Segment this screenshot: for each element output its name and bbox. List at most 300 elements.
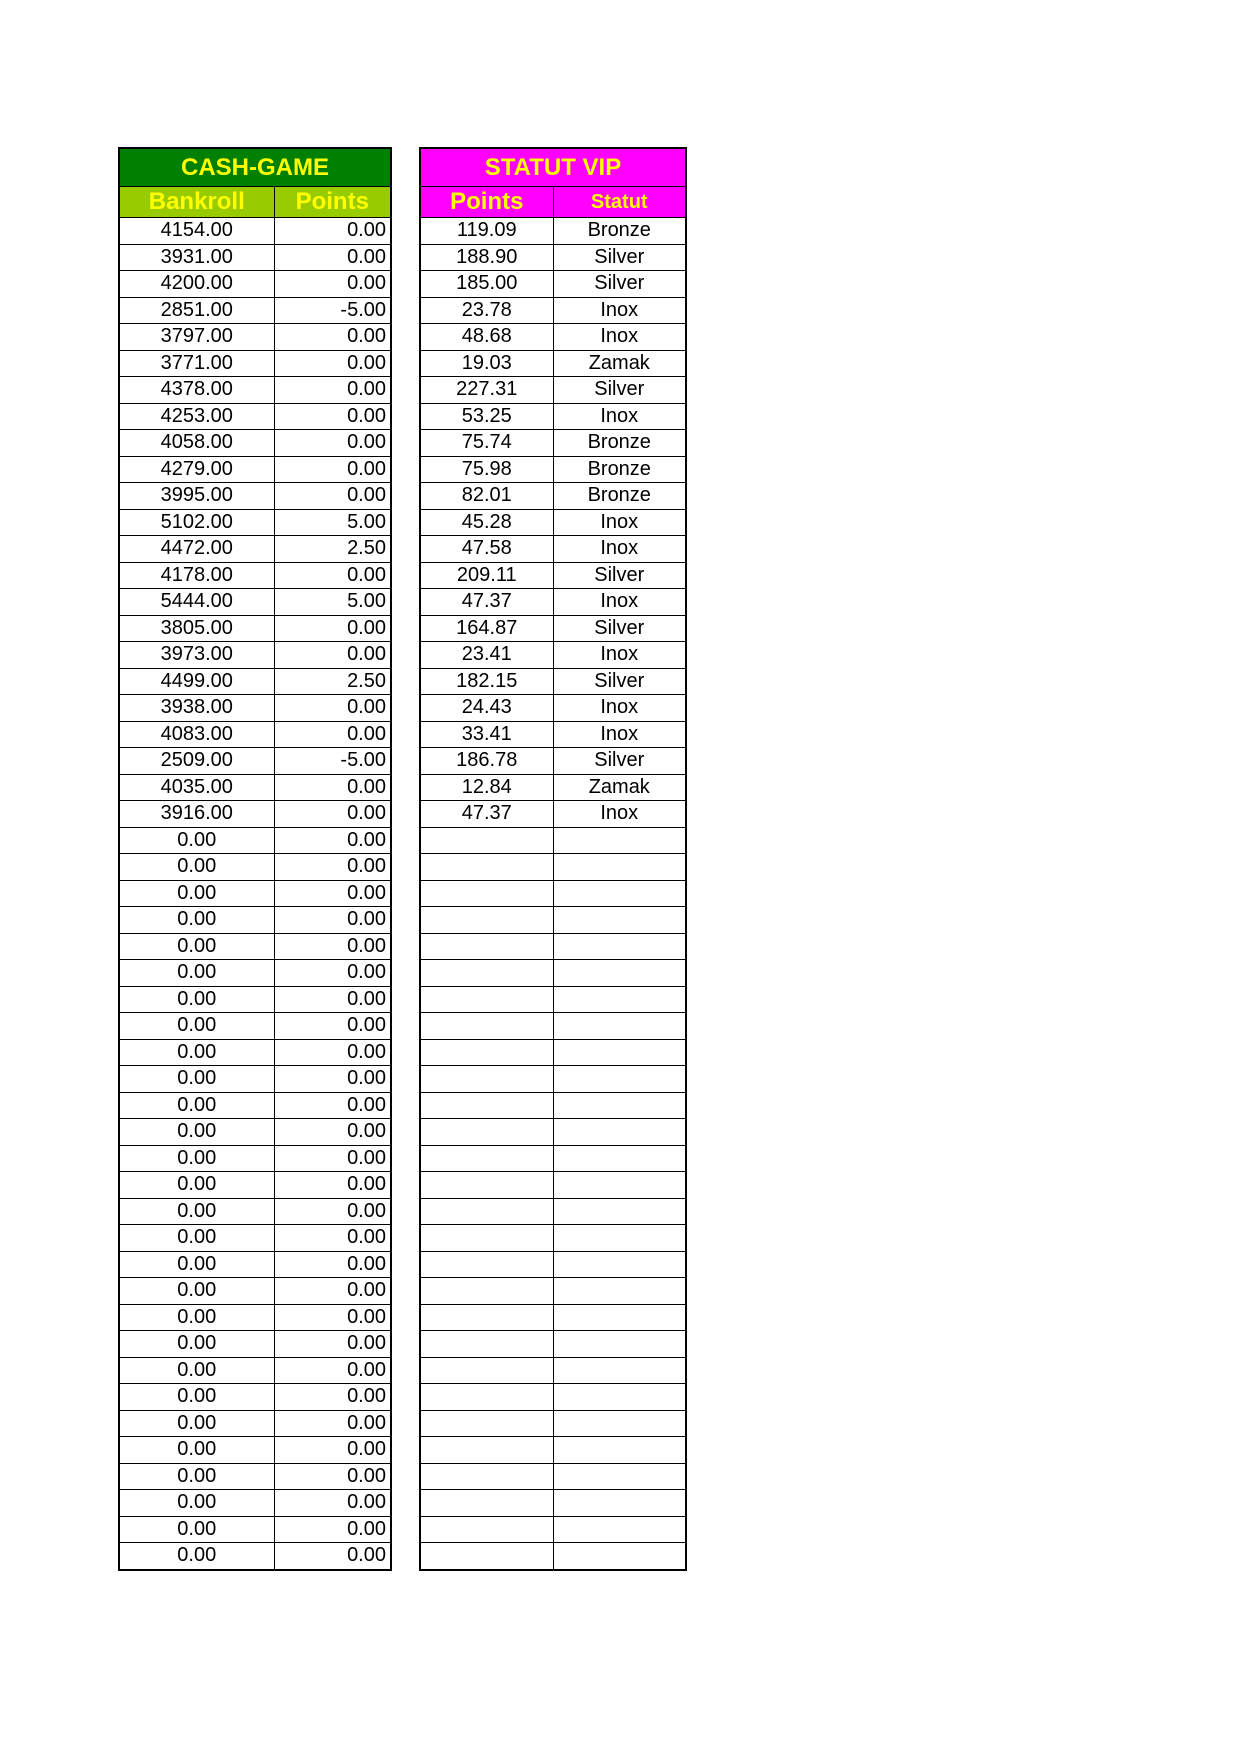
table-row [119, 1198, 391, 1225]
table-row [420, 1039, 686, 1066]
table-row [420, 642, 686, 669]
bankroll-cell: 4154.00 [119, 218, 274, 245]
bankroll-cell: 0.00 [119, 1410, 274, 1437]
bankroll-cell: 3797.00 [119, 324, 274, 351]
table-row [119, 907, 391, 934]
table-row [420, 1490, 686, 1517]
table-row [119, 1516, 391, 1543]
table-row [119, 880, 391, 907]
cash-points-cell: 0.00 [274, 1119, 391, 1146]
statut-cell: Silver [553, 748, 686, 775]
vip-points-cell: 48.68 [420, 324, 553, 351]
vip-points-cell [420, 1066, 553, 1093]
vip-points-cell [420, 1225, 553, 1252]
table-row [420, 1225, 686, 1252]
bankroll-cell: 0.00 [119, 1198, 274, 1225]
bankroll-cell: 0.00 [119, 1463, 274, 1490]
statut-cell [553, 1463, 686, 1490]
bankroll-cell: 0.00 [119, 1543, 274, 1570]
cash-points-cell: 0.00 [274, 1251, 391, 1278]
statut-cell: Inox [553, 509, 686, 536]
bankroll-cell: 0.00 [119, 1490, 274, 1517]
cash-points-cell: 0.00 [274, 1225, 391, 1252]
cash-points-cell: 0.00 [274, 1357, 391, 1384]
statut-cell [553, 854, 686, 881]
cash-points-cell: 0.00 [274, 1066, 391, 1093]
bankroll-cell: 4058.00 [119, 430, 274, 457]
statut-cell [553, 1066, 686, 1093]
table-row [119, 244, 391, 271]
table-row [119, 218, 391, 245]
statut-cell: Silver [553, 562, 686, 589]
table-row [420, 695, 686, 722]
statut-header: Statut [553, 187, 686, 218]
cash-points-cell: 0.00 [274, 827, 391, 854]
table-row [420, 1278, 686, 1305]
cash-points-cell: 0.00 [274, 1463, 391, 1490]
statut-cell: Silver [553, 271, 686, 298]
table-row [420, 1516, 686, 1543]
vip-points-cell [420, 1039, 553, 1066]
statut-vip-title: STATUT VIP [420, 148, 686, 187]
statut-cell: Inox [553, 721, 686, 748]
cash-points-cell: 0.00 [274, 562, 391, 589]
statut-cell: Bronze [553, 430, 686, 457]
vip-points-cell: 24.43 [420, 695, 553, 722]
vip-points-cell: 164.87 [420, 615, 553, 642]
table-row [420, 244, 686, 271]
table-row [119, 1357, 391, 1384]
table-row [420, 509, 686, 536]
vip-points-cell: 47.58 [420, 536, 553, 563]
bankroll-cell: 0.00 [119, 986, 274, 1013]
cash-points-cell: 0.00 [274, 1013, 391, 1040]
bankroll-header: Bankroll [119, 187, 274, 218]
statut-cell [553, 1251, 686, 1278]
vip-points-cell [420, 1516, 553, 1543]
table-row [420, 1463, 686, 1490]
cash-points-cell: 0.00 [274, 403, 391, 430]
table-row [119, 668, 391, 695]
cash-points-cell: 0.00 [274, 801, 391, 828]
table-row [420, 1172, 686, 1199]
bankroll-cell: 3916.00 [119, 801, 274, 828]
table-row [420, 536, 686, 563]
vip-points-cell [420, 827, 553, 854]
bankroll-cell: 4279.00 [119, 456, 274, 483]
table-row [119, 960, 391, 987]
vip-points-cell [420, 1251, 553, 1278]
vip-points-cell [420, 1145, 553, 1172]
table-row [119, 297, 391, 324]
statut-cell [553, 1145, 686, 1172]
bankroll-cell: 3931.00 [119, 244, 274, 271]
statut-cell [553, 1172, 686, 1199]
statut-cell [553, 1278, 686, 1305]
table-row [420, 1410, 686, 1437]
bankroll-cell: 0.00 [119, 1357, 274, 1384]
table-row [119, 1384, 391, 1411]
vip-points-cell: 82.01 [420, 483, 553, 510]
vip-points-cell [420, 1357, 553, 1384]
vip-points-cell [420, 907, 553, 934]
cash-points-cell: 0.00 [274, 1331, 391, 1358]
bankroll-cell: 4472.00 [119, 536, 274, 563]
table-row [119, 774, 391, 801]
vip-points-cell: 209.11 [420, 562, 553, 589]
bankroll-cell: 3771.00 [119, 350, 274, 377]
cash-points-cell: 0.00 [274, 1304, 391, 1331]
bankroll-cell: 0.00 [119, 1384, 274, 1411]
cash-points-cell: 5.00 [274, 589, 391, 616]
table-row [420, 721, 686, 748]
bankroll-cell: 0.00 [119, 1145, 274, 1172]
vip-points-cell [420, 1092, 553, 1119]
table-row [119, 1331, 391, 1358]
bankroll-cell: 4253.00 [119, 403, 274, 430]
statut-vip-rows [420, 218, 686, 1570]
vip-points-cell [420, 1437, 553, 1464]
table-row [420, 854, 686, 881]
cash-points-cell: 0.00 [274, 1437, 391, 1464]
statut-cell [553, 1013, 686, 1040]
cash-points-cell: 0.00 [274, 695, 391, 722]
cash-points-cell: 0.00 [274, 774, 391, 801]
cash-points-cell: 0.00 [274, 1516, 391, 1543]
bankroll-cell: 4083.00 [119, 721, 274, 748]
bankroll-cell: 0.00 [119, 1013, 274, 1040]
cash-points-cell: 0.00 [274, 721, 391, 748]
table-row [420, 907, 686, 934]
statut-cell [553, 880, 686, 907]
cash-points-cell: 0.00 [274, 350, 391, 377]
bankroll-cell: 5444.00 [119, 589, 274, 616]
table-row [119, 377, 391, 404]
vip-points-cell [420, 933, 553, 960]
table-row [119, 1251, 391, 1278]
vip-points-cell [420, 1119, 553, 1146]
cash-points-cell: 0.00 [274, 907, 391, 934]
cash-points-header: Points [274, 187, 391, 218]
cash-points-cell: 0.00 [274, 1543, 391, 1570]
vip-points-cell [420, 1172, 553, 1199]
table-row [420, 350, 686, 377]
table-row [420, 1304, 686, 1331]
table-row [119, 827, 391, 854]
table-row [420, 1331, 686, 1358]
statut-cell [553, 1331, 686, 1358]
statut-cell: Inox [553, 801, 686, 828]
bankroll-cell: 3995.00 [119, 483, 274, 510]
vip-points-header: Points [420, 187, 553, 218]
cash-points-cell: 0.00 [274, 1172, 391, 1199]
statut-cell: Inox [553, 695, 686, 722]
bankroll-cell: 0.00 [119, 1516, 274, 1543]
table-row [420, 615, 686, 642]
statut-cell: Silver [553, 377, 686, 404]
vip-points-cell: 23.78 [420, 297, 553, 324]
table-row [420, 1357, 686, 1384]
table-row [119, 801, 391, 828]
bankroll-cell: 3805.00 [119, 615, 274, 642]
bankroll-cell: 0.00 [119, 933, 274, 960]
bankroll-cell: 4035.00 [119, 774, 274, 801]
table-row [420, 1543, 686, 1570]
vip-points-cell: 119.09 [420, 218, 553, 245]
bankroll-cell: 0.00 [119, 1172, 274, 1199]
table-row [119, 1543, 391, 1570]
table-row [420, 748, 686, 775]
cash-points-cell: 0.00 [274, 271, 391, 298]
bankroll-cell: 4378.00 [119, 377, 274, 404]
bankroll-cell: 3938.00 [119, 695, 274, 722]
cash-points-cell: 0.00 [274, 377, 391, 404]
bankroll-cell: 4200.00 [119, 271, 274, 298]
cash-game-rows [119, 218, 391, 1570]
cash-points-cell: 0.00 [274, 1278, 391, 1305]
cash-points-cell: 0.00 [274, 244, 391, 271]
table-row [420, 1384, 686, 1411]
vip-points-cell [420, 1331, 553, 1358]
table-row [420, 880, 686, 907]
statut-cell [553, 1490, 686, 1517]
statut-cell [553, 960, 686, 987]
vip-points-cell: 47.37 [420, 801, 553, 828]
bankroll-cell: 4499.00 [119, 668, 274, 695]
table-row [420, 668, 686, 695]
cash-points-cell: -5.00 [274, 297, 391, 324]
statut-cell: Silver [553, 244, 686, 271]
statut-cell: Inox [553, 642, 686, 669]
vip-points-cell: 23.41 [420, 642, 553, 669]
vip-points-cell [420, 1013, 553, 1040]
table-row [119, 403, 391, 430]
bankroll-cell: 0.00 [119, 1066, 274, 1093]
vip-points-cell: 19.03 [420, 350, 553, 377]
cash-points-cell: 0.00 [274, 642, 391, 669]
cash-points-cell: 5.00 [274, 509, 391, 536]
table-row [119, 615, 391, 642]
table-row [420, 562, 686, 589]
vip-points-cell: 75.74 [420, 430, 553, 457]
table-row [420, 456, 686, 483]
statut-cell: Bronze [553, 456, 686, 483]
table-row [119, 1172, 391, 1199]
statut-cell: Silver [553, 668, 686, 695]
bankroll-cell: 0.00 [119, 880, 274, 907]
bankroll-cell: 0.00 [119, 1331, 274, 1358]
cash-game-table [118, 147, 392, 1571]
cash-points-cell: -5.00 [274, 748, 391, 775]
table-row [420, 589, 686, 616]
vip-points-cell: 185.00 [420, 271, 553, 298]
bankroll-cell: 2851.00 [119, 297, 274, 324]
table-row [420, 271, 686, 298]
statut-cell [553, 1092, 686, 1119]
table-row [119, 430, 391, 457]
table-row [119, 854, 391, 881]
statut-cell: Inox [553, 589, 686, 616]
table-row [420, 960, 686, 987]
table-row [420, 377, 686, 404]
table-row [119, 456, 391, 483]
statut-cell: Silver [553, 615, 686, 642]
bankroll-cell: 0.00 [119, 1251, 274, 1278]
cash-points-cell: 0.00 [274, 1410, 391, 1437]
table-row [119, 1066, 391, 1093]
cash-points-cell: 0.00 [274, 880, 391, 907]
vip-points-cell [420, 1384, 553, 1411]
statut-cell: Bronze [553, 483, 686, 510]
vip-points-cell [420, 1490, 553, 1517]
cash-points-cell: 0.00 [274, 430, 391, 457]
table-row [119, 721, 391, 748]
cash-points-cell: 0.00 [274, 986, 391, 1013]
statut-cell [553, 1039, 686, 1066]
vip-points-cell [420, 1410, 553, 1437]
table-row [420, 297, 686, 324]
statut-cell: Bronze [553, 218, 686, 245]
table-row [119, 695, 391, 722]
table-row [119, 562, 391, 589]
statut-vip-table [419, 147, 687, 1571]
cash-points-cell: 0.00 [274, 615, 391, 642]
statut-cell: Zamak [553, 350, 686, 377]
table-row [420, 774, 686, 801]
vip-points-cell [420, 986, 553, 1013]
statut-cell [553, 1357, 686, 1384]
statut-cell [553, 1437, 686, 1464]
statut-cell [553, 827, 686, 854]
cash-points-cell: 0.00 [274, 933, 391, 960]
statut-cell: Zamak [553, 774, 686, 801]
table-row [119, 1092, 391, 1119]
table-row [420, 1066, 686, 1093]
table-row [119, 1119, 391, 1146]
statut-cell [553, 986, 686, 1013]
vip-points-cell [420, 854, 553, 881]
table-row [119, 324, 391, 351]
bankroll-cell: 0.00 [119, 1304, 274, 1331]
vip-points-cell: 182.15 [420, 668, 553, 695]
cash-points-cell: 0.00 [274, 1490, 391, 1517]
table-row [119, 1225, 391, 1252]
bankroll-cell: 0.00 [119, 960, 274, 987]
table-row [420, 1119, 686, 1146]
table-row [119, 271, 391, 298]
table-row [420, 324, 686, 351]
table-row [119, 536, 391, 563]
statut-cell [553, 1225, 686, 1252]
vip-points-cell [420, 1543, 553, 1570]
cash-points-cell: 0.00 [274, 324, 391, 351]
statut-cell [553, 933, 686, 960]
bankroll-cell: 0.00 [119, 827, 274, 854]
bankroll-cell: 2509.00 [119, 748, 274, 775]
statut-cell: Inox [553, 324, 686, 351]
table-row [420, 1251, 686, 1278]
table-row [420, 827, 686, 854]
table-row [119, 483, 391, 510]
cash-points-cell: 2.50 [274, 668, 391, 695]
table-row [420, 430, 686, 457]
bankroll-cell: 0.00 [119, 1039, 274, 1066]
table-row [420, 933, 686, 960]
vip-points-cell: 188.90 [420, 244, 553, 271]
table-row [119, 1304, 391, 1331]
cash-points-cell: 0.00 [274, 1384, 391, 1411]
bankroll-cell: 5102.00 [119, 509, 274, 536]
table-row [420, 1198, 686, 1225]
table-row [420, 218, 686, 245]
bankroll-cell: 0.00 [119, 854, 274, 881]
cash-points-cell: 0.00 [274, 483, 391, 510]
vip-points-cell [420, 1304, 553, 1331]
table-row [119, 350, 391, 377]
bankroll-cell: 0.00 [119, 907, 274, 934]
vip-points-cell: 12.84 [420, 774, 553, 801]
cash-points-cell: 0.00 [274, 960, 391, 987]
statut-cell: Inox [553, 297, 686, 324]
statut-cell [553, 1304, 686, 1331]
statut-cell [553, 1198, 686, 1225]
bankroll-cell: 0.00 [119, 1278, 274, 1305]
vip-points-cell: 33.41 [420, 721, 553, 748]
cash-points-cell: 2.50 [274, 536, 391, 563]
cash-game-title: CASH-GAME [119, 148, 391, 187]
table-row [119, 589, 391, 616]
statut-cell: Inox [553, 403, 686, 430]
bankroll-cell: 0.00 [119, 1437, 274, 1464]
vip-points-cell [420, 1198, 553, 1225]
vip-points-cell: 53.25 [420, 403, 553, 430]
cash-points-cell: 0.00 [274, 854, 391, 881]
vip-points-cell: 75.98 [420, 456, 553, 483]
cash-points-cell: 0.00 [274, 218, 391, 245]
cash-points-cell: 0.00 [274, 1145, 391, 1172]
table-row [119, 1490, 391, 1517]
table-row [119, 1013, 391, 1040]
table-row [119, 1039, 391, 1066]
bankroll-cell: 0.00 [119, 1225, 274, 1252]
table-row [420, 403, 686, 430]
statut-cell [553, 1410, 686, 1437]
table-row [119, 1437, 391, 1464]
vip-points-cell: 45.28 [420, 509, 553, 536]
table-row [420, 1092, 686, 1119]
vip-points-cell [420, 1463, 553, 1490]
table-row [119, 1463, 391, 1490]
statut-cell [553, 1119, 686, 1146]
table-row [420, 483, 686, 510]
table-row [119, 933, 391, 960]
vip-points-cell [420, 960, 553, 987]
statut-cell [553, 1384, 686, 1411]
bankroll-cell: 4178.00 [119, 562, 274, 589]
bankroll-cell: 3973.00 [119, 642, 274, 669]
statut-cell: Inox [553, 536, 686, 563]
table-row [119, 509, 391, 536]
table-row [119, 1410, 391, 1437]
table-row [119, 642, 391, 669]
bankroll-cell: 0.00 [119, 1119, 274, 1146]
bankroll-cell: 0.00 [119, 1092, 274, 1119]
table-row [420, 986, 686, 1013]
statut-cell [553, 1516, 686, 1543]
table-row [420, 1145, 686, 1172]
cash-points-cell: 0.00 [274, 1039, 391, 1066]
table-row [119, 1278, 391, 1305]
